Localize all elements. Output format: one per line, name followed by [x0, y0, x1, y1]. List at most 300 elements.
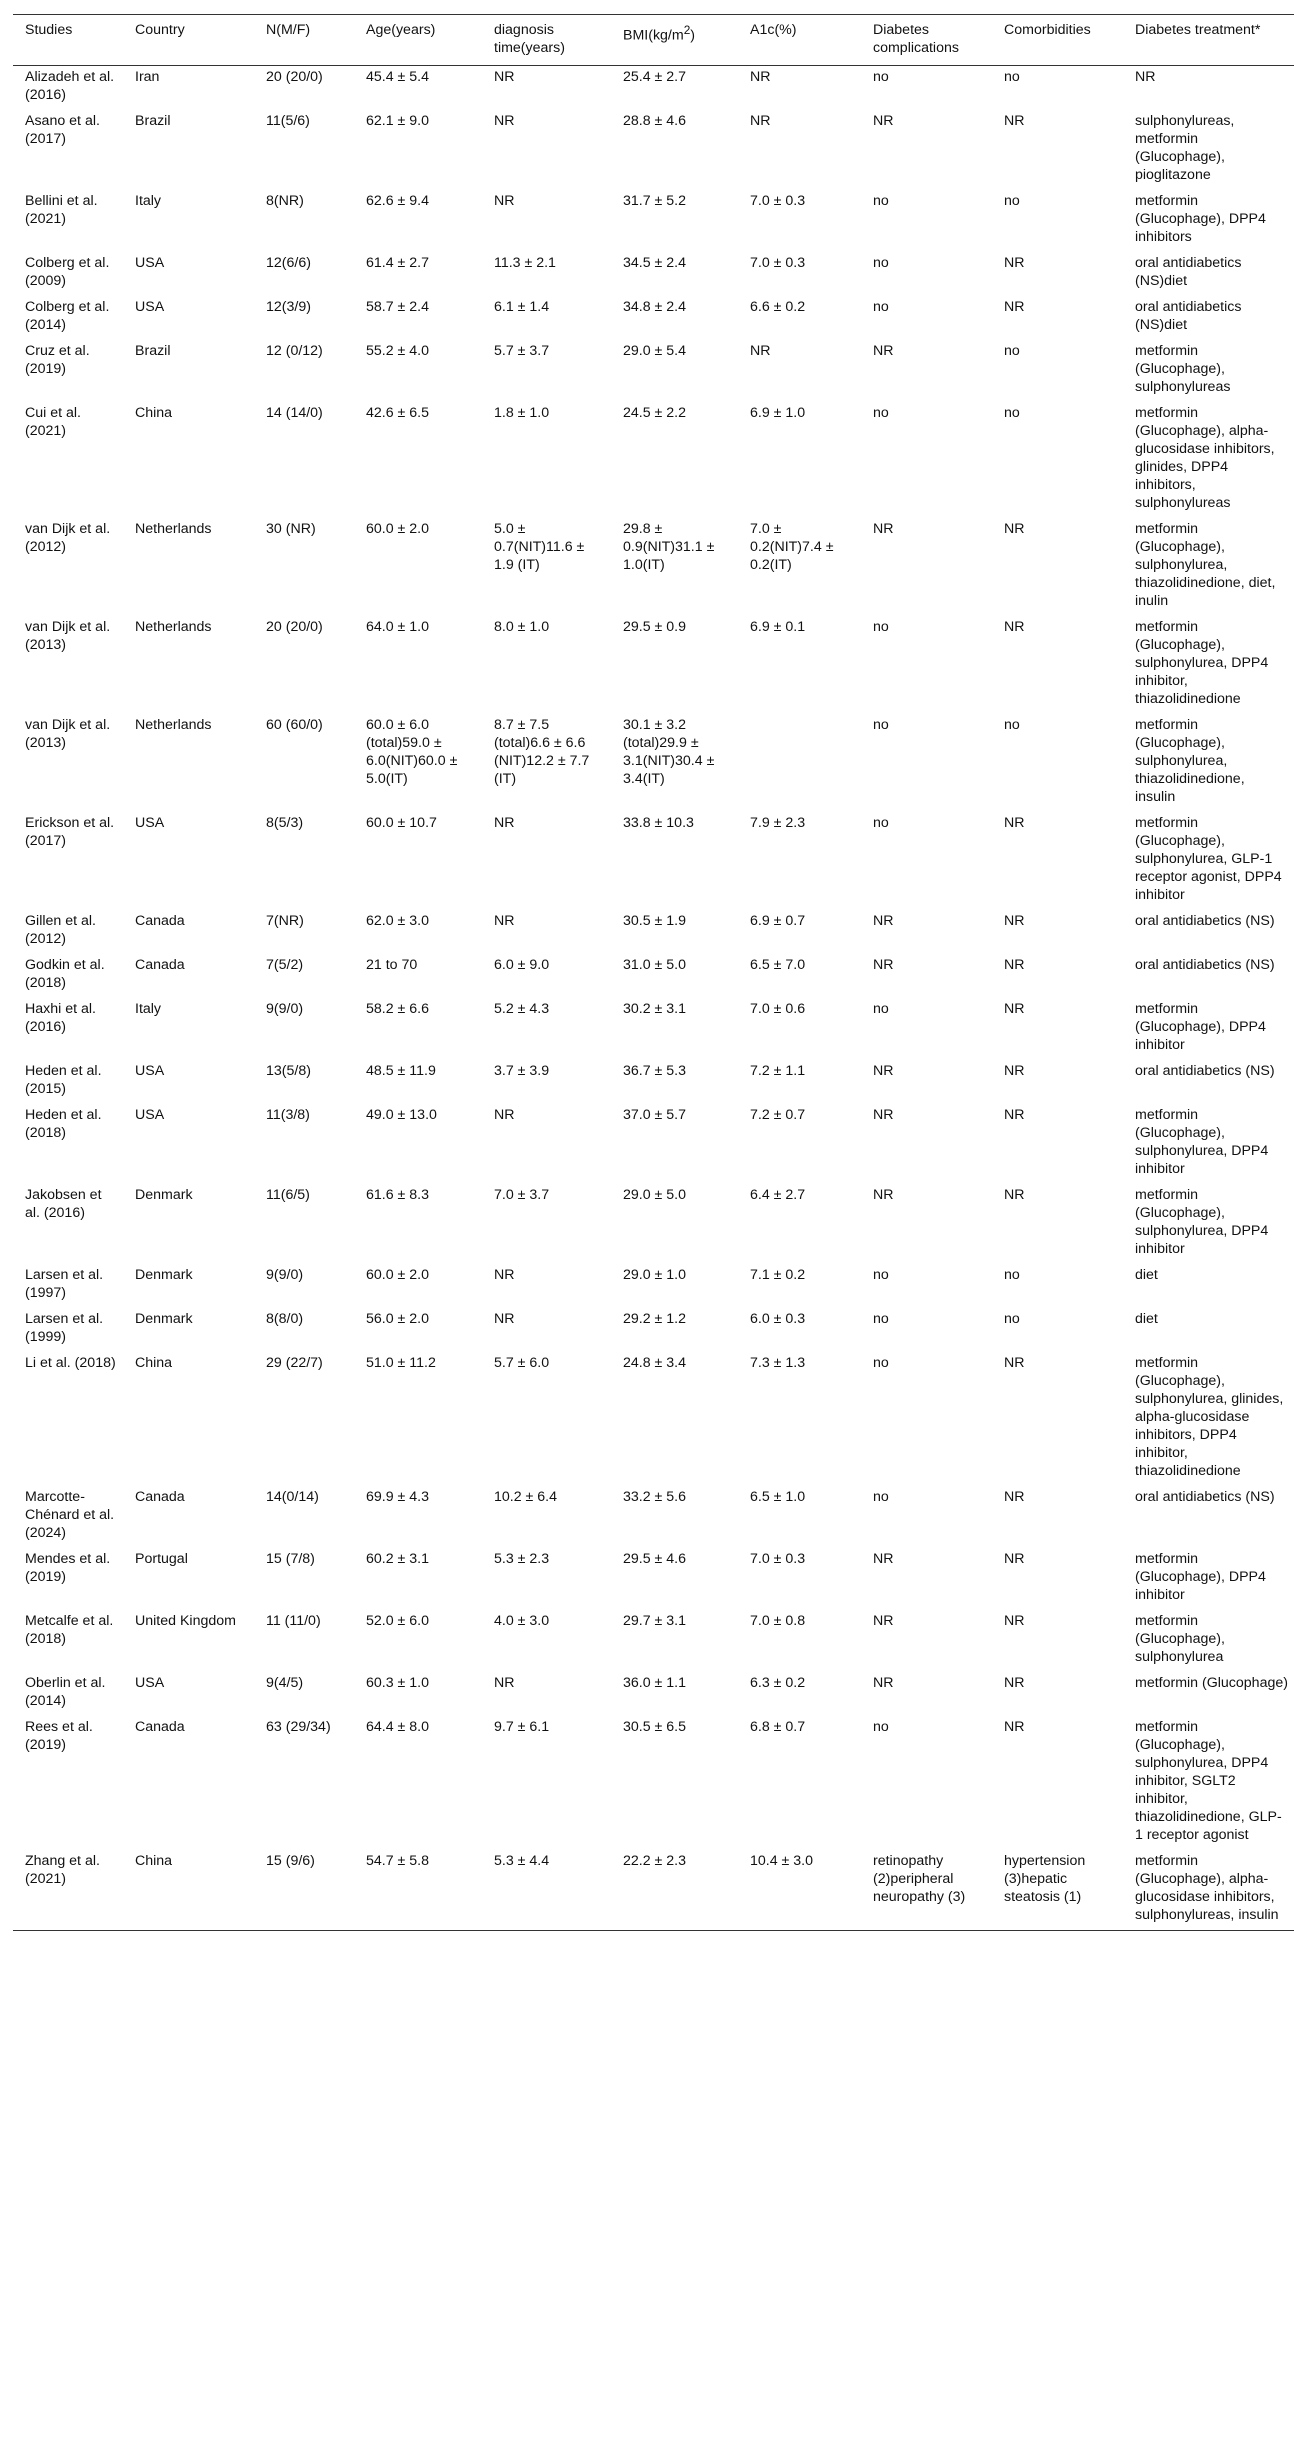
- cell-diagnosis-time: 9.7 ± 6.1: [494, 1719, 550, 1735]
- cell-age: 60.3 ± 1.0: [366, 1675, 430, 1691]
- cell-comorbidities: no: [1004, 717, 1020, 733]
- cell-diagnosis-time: 3.7 ± 3.9: [494, 1063, 550, 1079]
- cell-a1c: 6.5 ± 7.0: [750, 957, 806, 973]
- cell-treatment: oral antidiabetics (NS): [1135, 1489, 1275, 1505]
- cell-diagnosis-time: 5.0 ± 0.7(NIT)11.6 ± 1.9 (IT): [494, 521, 585, 573]
- cell-n: 8(5/3): [266, 815, 304, 831]
- table-row: [13, 910, 1294, 954]
- cell-comorbidities: NR: [1004, 913, 1025, 929]
- cell-age: 58.2 ± 6.6: [366, 1001, 430, 1017]
- table-row: [13, 1610, 1294, 1672]
- cell-diagnosis-time: 10.2 ± 6.4: [494, 1489, 558, 1505]
- cell-treatment: sulphonylureas, metformin (Glucophage), pioglitazone: [1135, 113, 1235, 183]
- table-row: [13, 1672, 1294, 1716]
- table-row: [13, 714, 1294, 812]
- cell-treatment: oral antidiabetics (NS)diet: [1135, 299, 1242, 333]
- cell-diagnosis-time: NR: [494, 1267, 515, 1283]
- cell-treatment: metformin (Glucophage), sulphonylurea, glinides, alpha-glucosidase inhibitors, DPP4 inhibitor, thiazolidinedione: [1135, 1355, 1284, 1479]
- cell-n: 9(9/0): [266, 1267, 304, 1283]
- table-row: [13, 1104, 1294, 1184]
- table-row: [13, 616, 1294, 714]
- cell-study: Metcalfe et al. (2018): [25, 1613, 114, 1647]
- cell-bmi: 28.8 ± 4.6: [623, 113, 687, 129]
- cell-n: 7(NR): [266, 913, 304, 929]
- cell-country: United Kingdom: [135, 1613, 236, 1629]
- studies-table: [13, 14, 1294, 1931]
- cell-n: 20 (20/0): [266, 69, 323, 85]
- cell-age: 45.4 ± 5.4: [366, 69, 430, 85]
- header-complications: Diabetes complications: [861, 15, 992, 66]
- cell-complications: no: [873, 193, 889, 209]
- cell-complications: NR: [873, 957, 894, 973]
- cell-complications: no: [873, 717, 889, 733]
- cell-a1c: 6.9 ± 1.0: [750, 405, 806, 421]
- cell-a1c: 7.9 ± 2.3: [750, 815, 806, 831]
- cell-n: 12(3/9): [266, 299, 311, 315]
- cell-bmi: 25.4 ± 2.7: [623, 69, 687, 85]
- cell-n: 11(5/6): [266, 113, 310, 129]
- cell-bmi: 29.5 ± 0.9: [623, 619, 687, 635]
- cell-n: 9(9/0): [266, 1001, 304, 1017]
- cell-diagnosis-time: NR: [494, 1675, 515, 1691]
- cell-a1c: 7.1 ± 0.2: [750, 1267, 806, 1283]
- cell-complications: no: [873, 405, 889, 421]
- cell-bmi: 33.2 ± 5.6: [623, 1489, 687, 1505]
- header-diagnosis-time: diagnosis time(years): [482, 15, 611, 66]
- cell-country: USA: [135, 1107, 165, 1123]
- cell-study: Zhang et al. (2021): [13, 1850, 123, 1931]
- cell-complications: no: [873, 1719, 889, 1735]
- cell-country: Brazil: [135, 343, 171, 359]
- cell-bmi: 31.0 ± 5.0: [623, 957, 687, 973]
- cell-study: Mendes et al. (2019): [25, 1551, 111, 1585]
- cell-country: Portugal: [135, 1551, 188, 1567]
- cell-bmi: 29.0 ± 1.0: [623, 1267, 687, 1283]
- cell-bmi: 36.0 ± 1.1: [623, 1675, 687, 1691]
- cell-treatment: metformin (Glucophage): [1135, 1675, 1288, 1691]
- cell-country: Italy: [135, 1001, 162, 1017]
- cell-complications: no: [873, 1489, 889, 1505]
- table-row: [13, 190, 1294, 252]
- cell-treatment: metformin (Glucophage), alpha-glucosidase inhibitors, glinides, DPP4 inhibitors, sulphonylureas: [1135, 405, 1275, 511]
- cell-bmi: 29.7 ± 3.1: [623, 1613, 687, 1629]
- table-row: [13, 812, 1294, 910]
- cell-diagnosis-time: 11.3 ± 2.1: [494, 255, 556, 271]
- table-row: [13, 340, 1294, 402]
- cell-comorbidities: NR: [1004, 1551, 1025, 1567]
- table-row: [13, 1548, 1294, 1610]
- cell-n: 63 (29/34): [266, 1719, 331, 1735]
- cell-comorbidities: NR: [1004, 1107, 1025, 1123]
- cell-bmi: 29.5 ± 4.6: [623, 1551, 687, 1567]
- cell-a1c: 10.4 ± 3.0: [738, 1850, 861, 1931]
- cell-country: USA: [135, 1063, 165, 1079]
- cell-diagnosis-time: NR: [494, 913, 515, 929]
- cell-bmi: 29.2 ± 1.2: [623, 1311, 687, 1327]
- cell-treatment: metformin (Glucophage), alpha-glucosidase inhibitors, sulphonylureas, insulin: [1123, 1850, 1294, 1931]
- cell-complications: NR: [873, 343, 894, 359]
- cell-country: Canada: [135, 957, 185, 973]
- cell-study: Godkin et al. (2018): [25, 957, 105, 991]
- cell-diagnosis-time: NR: [494, 69, 515, 85]
- cell-bmi: 34.5 ± 2.4: [623, 255, 687, 271]
- cell-comorbidities: NR: [1004, 1355, 1025, 1371]
- cell-n: 11(6/5): [266, 1187, 310, 1203]
- cell-diagnosis-time: 6.0 ± 9.0: [494, 957, 550, 973]
- cell-study: Marcotte-Chénard et al. (2024): [25, 1489, 115, 1541]
- cell-bmi: 36.7 ± 5.3: [623, 1063, 687, 1079]
- cell-bmi: 29.0 ± 5.0: [623, 1187, 687, 1203]
- cell-a1c: 6.6 ± 0.2: [750, 299, 806, 315]
- cell-n: 12(6/6): [266, 255, 311, 271]
- cell-comorbidities: NR: [1004, 1001, 1025, 1017]
- cell-country: USA: [135, 299, 165, 315]
- cell-a1c: NR: [750, 113, 771, 129]
- cell-country: Brazil: [135, 113, 171, 129]
- cell-a1c: 6.9 ± 0.1: [750, 619, 806, 635]
- cell-age: 56.0 ± 2.0: [366, 1311, 430, 1327]
- cell-treatment: metformin (Glucophage), sulphonylurea, DPP4 inhibitor: [1135, 1107, 1269, 1177]
- cell-comorbidities: NR: [1004, 1719, 1025, 1735]
- cell-complications: NR: [873, 113, 894, 129]
- cell-bmi: 29.0 ± 5.4: [623, 343, 687, 359]
- cell-n: 9(4/5): [266, 1675, 304, 1691]
- table-row: [13, 296, 1294, 340]
- cell-diagnosis-time: NR: [494, 193, 515, 209]
- cell-bmi: 31.7 ± 5.2: [623, 193, 687, 209]
- cell-a1c: 7.2 ± 0.7: [750, 1107, 806, 1123]
- cell-diagnosis-time: 4.0 ± 3.0: [494, 1613, 550, 1629]
- cell-treatment: oral antidiabetics (NS): [1135, 1063, 1275, 1079]
- table-row: [13, 1352, 1294, 1486]
- cell-treatment: oral antidiabetics (NS): [1135, 957, 1275, 973]
- cell-comorbidities: no: [1004, 343, 1020, 359]
- cell-a1c: [738, 714, 861, 812]
- cell-complications: no: [873, 1267, 889, 1283]
- cell-age: 51.0 ± 11.2: [366, 1355, 436, 1371]
- cell-n: 29 (22/7): [266, 1355, 323, 1371]
- cell-country: Iran: [135, 69, 160, 85]
- cell-country: Canada: [135, 913, 185, 929]
- cell-a1c: 6.5 ± 1.0: [750, 1489, 806, 1505]
- cell-diagnosis-time: 8.0 ± 1.0: [494, 619, 550, 635]
- cell-a1c: NR: [750, 69, 771, 85]
- cell-n: 13(5/8): [266, 1063, 311, 1079]
- cell-a1c: 7.0 ± 0.6: [750, 1001, 806, 1017]
- cell-bmi: 24.5 ± 2.2: [623, 405, 687, 421]
- cell-bmi: 29.8 ± 0.9(NIT)31.1 ± 1.0(IT): [623, 521, 715, 573]
- cell-country: Denmark: [135, 1267, 193, 1283]
- cell-bmi: 33.8 ± 10.3: [623, 815, 694, 831]
- cell-comorbidities: no: [1004, 193, 1020, 209]
- cell-comorbidities: NR: [1004, 1063, 1025, 1079]
- cell-complications: NR: [873, 1063, 894, 1079]
- cell-complications: NR: [873, 1613, 894, 1629]
- cell-country: Denmark: [135, 1187, 193, 1203]
- cell-study: Colberg et al. (2014): [25, 299, 110, 333]
- cell-comorbidities: NR: [1004, 957, 1025, 973]
- cell-diagnosis-time: 5.3 ± 2.3: [494, 1551, 550, 1567]
- header-age: Age(years): [354, 15, 482, 66]
- cell-study: Alizadeh et al. (2016): [25, 69, 115, 103]
- table-row: [13, 66, 1294, 111]
- cell-treatment: NR: [1135, 69, 1156, 85]
- cell-n: 60 (60/0): [266, 717, 323, 733]
- header-a1c: A1c(%): [738, 15, 861, 66]
- cell-a1c: 6.3 ± 0.2: [750, 1675, 806, 1691]
- cell-study: Colberg et al. (2009): [25, 255, 110, 289]
- cell-comorbidities: no: [1004, 1311, 1020, 1327]
- cell-treatment: metformin (Glucophage), DPP4 inhibitors: [1135, 193, 1266, 245]
- table-row: [13, 1184, 1294, 1264]
- cell-treatment: oral antidiabetics (NS)diet: [1135, 255, 1242, 289]
- cell-diagnosis-time: 5.7 ± 3.7: [494, 343, 550, 359]
- cell-country: China: [135, 1355, 173, 1371]
- cell-study: Heden et al. (2015): [25, 1063, 102, 1097]
- cell-age: 58.7 ± 2.4: [366, 299, 430, 315]
- cell-a1c: 6.4 ± 2.7: [750, 1187, 806, 1203]
- cell-comorbidities: NR: [1004, 1187, 1025, 1203]
- cell-diagnosis-time: NR: [494, 815, 515, 831]
- cell-complications: NR: [873, 1107, 894, 1123]
- cell-n: 14(0/14): [266, 1489, 319, 1505]
- cell-bmi: 37.0 ± 5.7: [623, 1107, 687, 1123]
- cell-country: Netherlands: [135, 619, 212, 635]
- cell-study: Heden et al. (2018): [25, 1107, 102, 1141]
- cell-bmi: 34.8 ± 2.4: [623, 299, 687, 315]
- cell-age: 42.6 ± 6.5: [366, 405, 430, 421]
- cell-n: 11 (11/0): [266, 1613, 321, 1629]
- cell-age: 69.9 ± 4.3: [366, 1489, 430, 1505]
- cell-bmi: 30.5 ± 6.5: [623, 1719, 687, 1735]
- cell-study: Bellini et al. (2021): [25, 193, 98, 227]
- cell-complications: NR: [873, 1675, 894, 1691]
- cell-study: Li et al. (2018): [25, 1355, 116, 1371]
- cell-a1c: 7.0 ± 0.3: [750, 1551, 806, 1567]
- cell-complications: no: [873, 1311, 889, 1327]
- table-body: [13, 66, 1294, 1931]
- cell-complications: retinopathy (2)peripheral neuropathy (3): [861, 1850, 992, 1931]
- cell-complications: no: [873, 299, 889, 315]
- cell-age: 60.0 ± 10.7: [366, 815, 437, 831]
- cell-country: Netherlands: [135, 521, 212, 537]
- cell-age: 52.0 ± 6.0: [366, 1613, 430, 1629]
- cell-comorbidities: NR: [1004, 1675, 1025, 1691]
- cell-a1c: 6.0 ± 0.3: [750, 1311, 806, 1327]
- cell-age: 60.0 ± 2.0: [366, 1267, 430, 1283]
- cell-n: 12 (0/12): [266, 343, 323, 359]
- cell-age: 60.2 ± 3.1: [366, 1551, 430, 1567]
- cell-n: 30 (NR): [266, 521, 316, 537]
- cell-study: Rees et al. (2019): [25, 1719, 93, 1753]
- cell-age: 54.7 ± 5.8: [354, 1850, 482, 1931]
- cell-n: 8(8/0): [266, 1311, 304, 1327]
- table-row: [13, 1308, 1294, 1352]
- header-comorbidities: Comorbidities: [992, 15, 1123, 66]
- table-row: [13, 1264, 1294, 1308]
- cell-study: Asano et al. (2017): [25, 113, 100, 147]
- cell-bmi: 22.2 ± 2.3: [611, 1850, 738, 1931]
- header-country: Country: [123, 15, 254, 66]
- cell-age: 21 to 70: [366, 957, 418, 973]
- cell-diagnosis-time: NR: [494, 1311, 515, 1327]
- header-bmi: [611, 15, 738, 66]
- cell-a1c: 7.0 ± 0.8: [750, 1613, 806, 1629]
- cell-complications: no: [873, 69, 889, 85]
- cell-complications: no: [873, 1355, 889, 1371]
- cell-complications: NR: [873, 1187, 894, 1203]
- table-row: [13, 110, 1294, 190]
- cell-n: 15 (9/6): [254, 1850, 354, 1931]
- cell-a1c: 7.0 ± 0.3: [750, 193, 806, 209]
- cell-country: USA: [135, 255, 165, 271]
- cell-age: 62.6 ± 9.4: [366, 193, 430, 209]
- cell-complications: no: [873, 619, 889, 635]
- cell-bmi: 30.2 ± 3.1: [623, 1001, 687, 1017]
- cell-study: Cruz et al. (2019): [25, 343, 90, 377]
- table-row: [13, 402, 1294, 518]
- cell-a1c: 6.9 ± 0.7: [750, 913, 806, 929]
- cell-treatment: metformin (Glucophage), DPP4 inhibitor: [1135, 1001, 1266, 1053]
- cell-comorbidities: hypertension (3)hepatic steatosis (1): [992, 1850, 1123, 1931]
- cell-age: 62.0 ± 3.0: [366, 913, 430, 929]
- cell-bmi: 24.8 ± 3.4: [623, 1355, 687, 1371]
- cell-complications: NR: [873, 521, 894, 537]
- cell-treatment: diet: [1135, 1267, 1158, 1283]
- table-container: [0, 14, 1294, 1931]
- table-row: [13, 1850, 1294, 1931]
- header-studies: Studies: [13, 15, 123, 66]
- cell-study: Haxhi et al. (2016): [25, 1001, 96, 1035]
- cell-age: 64.4 ± 8.0: [366, 1719, 430, 1735]
- cell-n: 20 (20/0): [266, 619, 323, 635]
- cell-diagnosis-time: 8.7 ± 7.5 (total)6.6 ± 6.6 (NIT)12.2 ± 7.7 (IT): [494, 717, 590, 787]
- cell-treatment: oral antidiabetics (NS): [1135, 913, 1275, 929]
- table-row: [13, 954, 1294, 998]
- cell-comorbidities: NR: [1004, 521, 1025, 537]
- cell-diagnosis-time: 5.7 ± 6.0: [494, 1355, 550, 1371]
- cell-diagnosis-time: NR: [494, 1107, 515, 1123]
- cell-bmi: 30.1 ± 3.2 (total)29.9 ± 3.1(NIT)30.4 ± 3.4(IT): [623, 717, 715, 787]
- cell-study: Oberlin et al. (2014): [25, 1675, 106, 1709]
- cell-complications: no: [873, 815, 889, 831]
- cell-age: 61.6 ± 8.3: [366, 1187, 430, 1203]
- header-bmi-sup: 2: [683, 23, 691, 37]
- cell-age: 62.1 ± 9.0: [366, 113, 430, 129]
- cell-diagnosis-time: 7.0 ± 3.7: [494, 1187, 550, 1203]
- cell-a1c: 7.0 ± 0.2(NIT)7.4 ± 0.2(IT): [750, 521, 834, 573]
- cell-age: 60.0 ± 6.0 (total)59.0 ± 6.0(NIT)60.0 ± 5.0(IT): [366, 717, 458, 787]
- cell-n: 11(3/8): [266, 1107, 310, 1123]
- table-row: [13, 998, 1294, 1060]
- cell-study: Gillen et al. (2012): [25, 913, 96, 947]
- cell-study: Erickson et al. (2017): [25, 815, 115, 849]
- cell-a1c: NR: [750, 343, 771, 359]
- cell-bmi: 30.5 ± 1.9: [623, 913, 687, 929]
- cell-age: 48.5 ± 11.9: [366, 1063, 436, 1079]
- header-n: N(M/F): [254, 15, 354, 66]
- cell-complications: no: [873, 1001, 889, 1017]
- cell-complications: no: [873, 255, 889, 271]
- cell-country: Canada: [135, 1719, 185, 1735]
- cell-study: van Dijk et al. (2013): [25, 717, 111, 751]
- cell-diagnosis-time: 5.2 ± 4.3: [494, 1001, 550, 1017]
- cell-study: van Dijk et al. (2013): [25, 619, 111, 653]
- cell-study: Larsen et al. (1999): [25, 1311, 104, 1345]
- cell-treatment: diet: [1135, 1311, 1158, 1327]
- cell-n: 15 (7/8): [266, 1551, 315, 1567]
- cell-treatment: metformin (Glucophage), sulphonylurea, DPP4 inhibitor, thiazolidinedione: [1135, 619, 1269, 707]
- cell-comorbidities: NR: [1004, 619, 1025, 635]
- cell-diagnosis-time: 1.8 ± 1.0: [494, 405, 550, 421]
- cell-a1c: 7.3 ± 1.3: [750, 1355, 806, 1371]
- cell-a1c: 7.2 ± 1.1: [750, 1063, 806, 1079]
- header-bmi-close: ): [690, 27, 696, 44]
- cell-country: Canada: [135, 1489, 185, 1505]
- cell-country: China: [123, 1850, 254, 1931]
- cell-age: 60.0 ± 2.0: [366, 521, 430, 537]
- cell-comorbidities: NR: [1004, 1489, 1025, 1505]
- cell-comorbidities: NR: [1004, 255, 1025, 271]
- cell-comorbidities: no: [1004, 405, 1020, 421]
- cell-diagnosis-time: NR: [494, 113, 515, 129]
- cell-comorbidities: no: [1004, 1267, 1020, 1283]
- table-row: [13, 1486, 1294, 1548]
- cell-country: USA: [135, 815, 165, 831]
- cell-n: 8(NR): [266, 193, 304, 209]
- cell-study: Jakobsen et al. (2016): [25, 1187, 102, 1221]
- cell-a1c: 7.0 ± 0.3: [750, 255, 806, 271]
- cell-country: Italy: [135, 193, 162, 209]
- cell-age: 61.4 ± 2.7: [366, 255, 430, 271]
- cell-treatment: metformin (Glucophage), sulphonylurea, thiazolidinedione, diet, inulin: [1135, 521, 1276, 609]
- table-row: [13, 1060, 1294, 1104]
- cell-treatment: metformin (Glucophage), sulphonylureas: [1135, 343, 1231, 395]
- cell-treatment: metformin (Glucophage), DPP4 inhibitor: [1135, 1551, 1266, 1603]
- cell-age: 55.2 ± 4.0: [366, 343, 430, 359]
- cell-country: Denmark: [135, 1311, 193, 1327]
- cell-study: van Dijk et al. (2012): [25, 521, 111, 555]
- cell-diagnosis-time: 5.3 ± 4.4: [482, 1850, 611, 1931]
- cell-age: 49.0 ± 13.0: [366, 1107, 437, 1123]
- cell-diagnosis-time: 6.1 ± 1.4: [494, 299, 550, 315]
- cell-n: 14 (14/0): [266, 405, 323, 421]
- header-row: [13, 15, 1294, 66]
- table-row: [13, 518, 1294, 616]
- cell-comorbidities: NR: [1004, 1613, 1025, 1629]
- cell-treatment: metformin (Glucophage), sulphonylurea: [1135, 1613, 1225, 1665]
- cell-study: Larsen et al. (1997): [25, 1267, 104, 1301]
- cell-treatment: metformin (Glucophage), sulphonylurea, DPP4 inhibitor: [1135, 1187, 1269, 1257]
- cell-complications: NR: [873, 913, 894, 929]
- cell-country: Netherlands: [135, 717, 212, 733]
- cell-comorbidities: NR: [1004, 815, 1025, 831]
- table-row: [13, 252, 1294, 296]
- cell-comorbidities: NR: [1004, 113, 1025, 129]
- cell-treatment: metformin (Glucophage), sulphonylurea, thiazolidinedione, insulin: [1135, 717, 1245, 805]
- cell-n: 7(5/2): [266, 957, 304, 973]
- cell-a1c: 6.8 ± 0.7: [750, 1719, 806, 1735]
- cell-comorbidities: NR: [1004, 299, 1025, 315]
- cell-comorbidities: no: [1004, 69, 1020, 85]
- cell-study: Cui et al. (2021): [25, 405, 81, 439]
- header-bmi-text: BMI(kg/m: [623, 27, 684, 44]
- cell-age: 64.0 ± 1.0: [366, 619, 430, 635]
- cell-complications: NR: [873, 1551, 894, 1567]
- header-treatment: Diabetes treatment*: [1123, 15, 1294, 66]
- cell-treatment: metformin (Glucophage), sulphonylurea, GLP-1 receptor agonist, DPP4 inhibitor: [1135, 815, 1282, 903]
- table-row: [13, 1716, 1294, 1850]
